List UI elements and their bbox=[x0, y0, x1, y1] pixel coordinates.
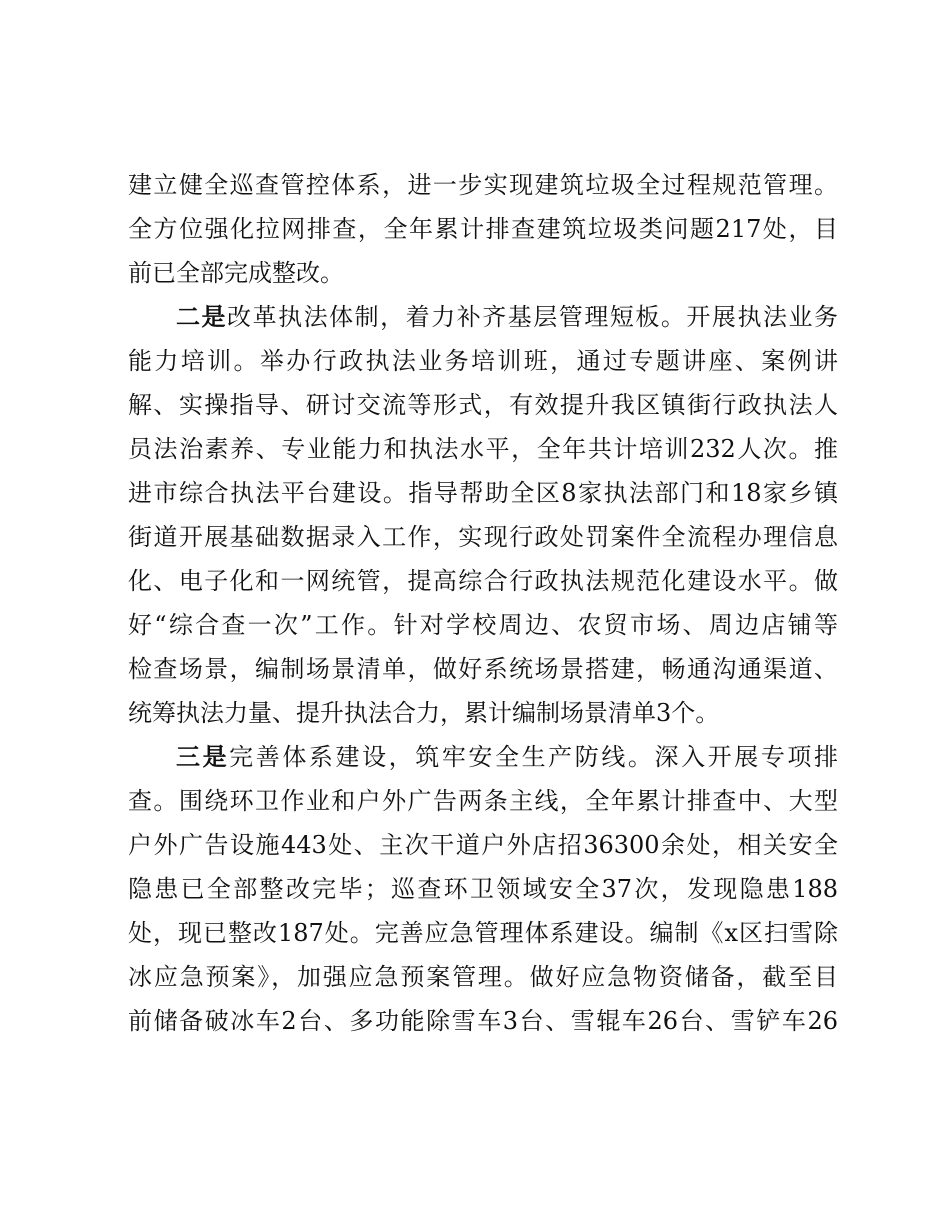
paragraph-line: 处，现已整改187处。完善应急管理体系建设。编制《x区扫雪除 bbox=[128, 919, 838, 947]
paragraph-first-line-text: 完善体系建设，筑牢安全生产防线。深入开展专项排 bbox=[229, 743, 839, 771]
paragraph-first-line-text: 改革执法体制，着力补齐基层管理短板。开展执法业务 bbox=[227, 303, 839, 331]
paragraph-line: 能力培训。举办行政执法业务培训班，通过专题讲座、案例讲 bbox=[128, 347, 838, 375]
paragraph-1 bbox=[128, 163, 838, 295]
paragraph-2 bbox=[128, 295, 838, 735]
paragraph-line: 查。围绕环卫作业和户外广告两条主线，全年累计排查中、大型 bbox=[128, 787, 838, 815]
paragraph-line: 前已全部完成整改。 bbox=[128, 259, 344, 287]
paragraph-3 bbox=[128, 735, 838, 1043]
paragraph-line: 隐患已全部整改完毕；巡查环卫领域安全37次，发现隐患188 bbox=[128, 875, 838, 903]
paragraph-line: 检查场景，编制场景清单，做好系统场景搭建，畅通沟通渠道、 bbox=[128, 655, 838, 683]
paragraph-first-line bbox=[128, 735, 838, 779]
paragraph-line: 户外广告设施443处、主次干道户外店招36300余处，相关安全 bbox=[128, 831, 838, 859]
paragraph-line: 进市综合执法平台建设。指导帮助全区8家执法部门和18家乡镇 bbox=[128, 479, 838, 507]
paragraph-lead: 二是 bbox=[176, 302, 228, 331]
paragraph-line: 好“综合查一次”工作。针对学校周边、农贸市场、周边店铺等 bbox=[128, 611, 838, 639]
paragraph-lead: 三是 bbox=[176, 742, 230, 771]
paragraph-line: 解、实操指导、研讨交流等形式，有效提升我区镇街行政执法人 bbox=[128, 391, 838, 419]
paragraph-line: 全方位强化拉网排查，全年累计排查建筑垃圾类问题217处，目 bbox=[128, 215, 838, 243]
paragraph-line: 建立健全巡查管控体系，进一步实现建筑垃圾全过程规范管理。 bbox=[128, 171, 838, 199]
paragraph-line: 前储备破冰车2台、多功能除雪车3台、雪辊车26台、雪铲车26 bbox=[128, 1007, 838, 1035]
paragraph-line: 员法治素养、专业能力和执法水平，全年共计培训232人次。推 bbox=[128, 435, 838, 463]
paragraph-line: 冰应急预案》，加强应急预案管理。做好应急物资储备，截至目 bbox=[128, 963, 838, 991]
paragraph-line: 街道开展基础数据录入工作，实现行政处罚案件全流程办理信息 bbox=[128, 523, 838, 551]
paragraph-line: 统筹执法力量、提升执法合力，累计编制场景清单3个。 bbox=[128, 699, 720, 727]
paragraph-first-line bbox=[128, 295, 838, 339]
document-body bbox=[128, 163, 838, 1043]
paragraph-line: 化、电子化和一网统管，提高综合行政执法规范化建设水平。做 bbox=[128, 567, 838, 595]
